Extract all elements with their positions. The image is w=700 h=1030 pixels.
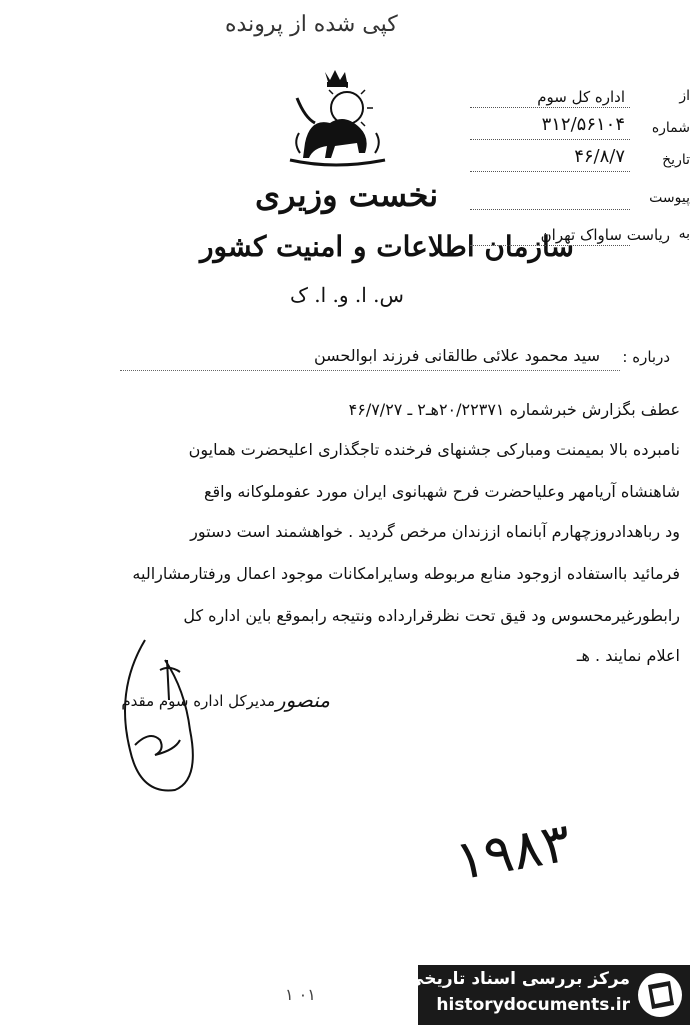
org-code: س. ا. و. ا. ک [290,283,404,307]
body-line-2: نامبرده بالا بمیمنت ومبارکی جشنهای فرخنده تاجگذاری اعلیحضرت همایون [188,440,680,459]
subject-value: سید محمود علائی طالقانی فرزند ابوالحسن [313,346,600,365]
org-subtitle: سازمان اطلاعات و امنیت کشور [200,230,574,263]
signature-text: مدیرکل اداره سوم مقدم [121,692,275,710]
handwritten-signature-icon [105,630,215,800]
number-field [460,114,690,144]
watermark-url: historydocuments.ir [436,995,630,1015]
handwritten-number: ۱۹۸۳ [450,810,576,893]
attachment-dotted-line [470,209,630,210]
body-line-3: شاهنشاه آریامهر وعلیاحضرت فرح شهبانوی ایران مورد عفوملوکانه واقع [203,482,680,501]
watermark-banner [407,965,690,1025]
subject-underline [120,370,620,371]
subject-label: درباره : [622,348,670,366]
body-line-4: ود رباهدادروزچهارم آبانماه اززندان مرخص گردید . خواهشمند است دستور [190,522,680,541]
to-label: به [678,226,690,242]
to-field [460,226,690,250]
to-dotted-line [470,245,630,246]
date-label: تاریخ [662,152,690,168]
body-line-7: اعلام نمایند . هـ [576,646,680,665]
date-dotted-line [470,171,630,172]
from-dotted-line [470,107,630,108]
body-line-5: فرمائید بااستفاده ازوجود منابع مربوطه وسایرامکانات موجود اعمال ورفتارمشارالیه [132,564,680,583]
from-value: اداره کل سوم [537,88,625,106]
body-line-6: رابطورغیرمحسوس ود قیق تحت نظرقرارداده ونتیجه رابموقع باین اداره کل [183,606,680,625]
to-value: ریاست ساواک تهران [540,226,670,244]
attachment-field [460,190,690,214]
number-dotted-line [470,139,630,140]
date-field [460,146,690,176]
bottom-scrawl: ۱ ۰۱ [285,985,316,1004]
number-value: ۳۱۲/۵۶۱۰۴ [541,114,625,135]
date-value: ۴۶/۸/۷ [574,146,625,167]
signature-mark: منصور [275,688,330,712]
top-note: کپی شده از پرونده [225,12,398,37]
attachment-label: پیوست [649,190,690,206]
from-label: از [679,88,690,104]
from-field [460,88,690,112]
lion-sun-emblem-icon [285,68,390,173]
watermark-title: مرکز بررسی اسناد تاریخی [407,969,630,989]
org-name: نخست وزیری [255,176,439,214]
number-label: شماره [651,120,690,136]
archive-logo-icon [636,971,684,1019]
body-line-1: عطف بگزارش خبرشماره ۲۰/۲۲۳۷۱هـ۲ ـ ۴۶/۷/۲۷ [348,400,680,419]
